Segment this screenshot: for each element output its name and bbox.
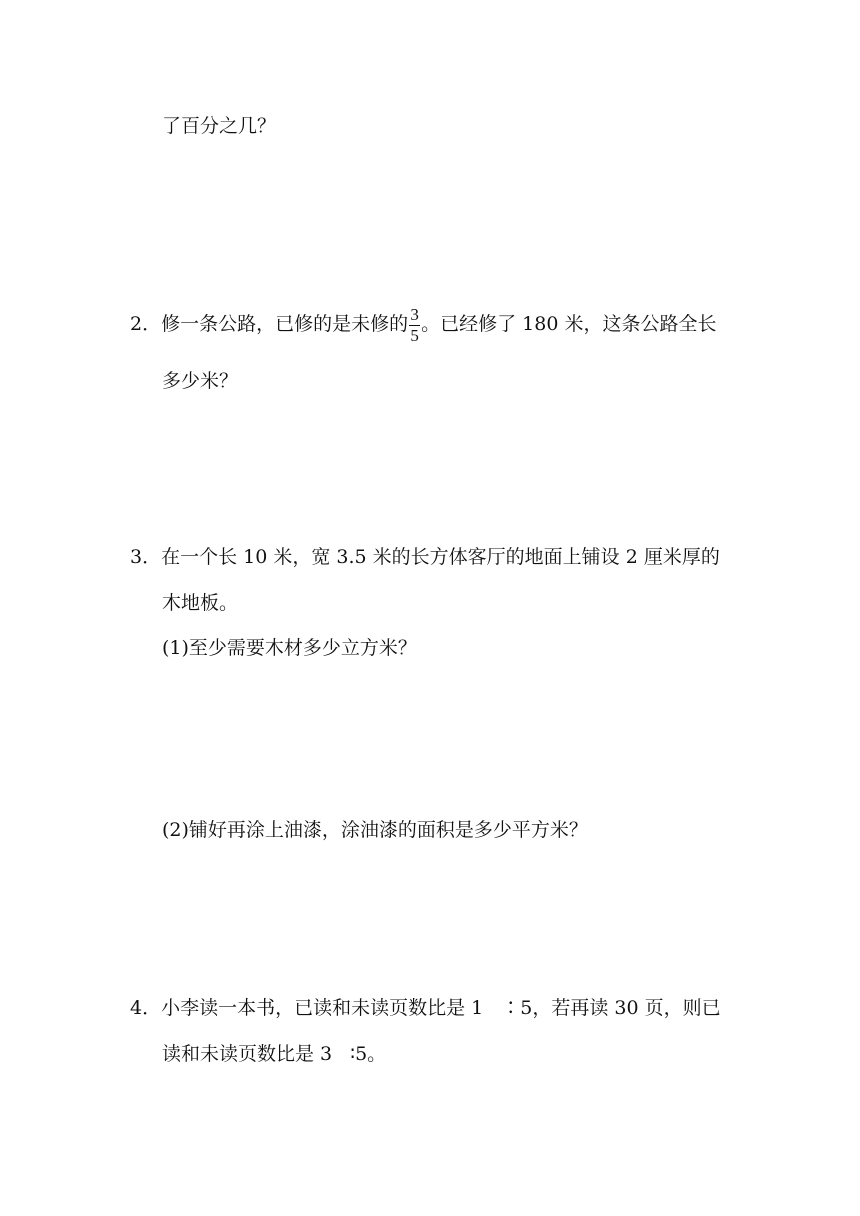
question-number: 3: [130, 546, 143, 568]
number-separator: ．: [142, 997, 162, 1019]
question-text: 修一条公路，已修的是未修的: [161, 313, 409, 335]
fraction-numerator: 3: [410, 305, 419, 324]
question-text: 。已经修了 180 米，这条公路全长: [421, 313, 717, 335]
question-number: 2: [130, 313, 143, 335]
question-3-line-1: [130, 545, 720, 569]
question-3-line-2: 木地板。: [162, 592, 239, 614]
fraction: [409, 305, 420, 345]
fraction-denominator: 5: [410, 326, 419, 345]
number-separator: ．: [142, 313, 162, 335]
question-4-line-1: [130, 996, 721, 1020]
question-text: 读和未读页数比是 3: [162, 1043, 333, 1065]
question-text: 在一个长 10 米，宽 3.5 米的长方体客厅的地面上铺设 2 厘米厚的: [161, 546, 720, 568]
question-3-sub-2: (2)铺好再涂上油漆，涂油漆的面积是多少平方米？: [162, 819, 588, 841]
question-4-line-2: [162, 1042, 386, 1066]
question-3-sub-1: (1)至少需要木材多少立方米？: [162, 637, 417, 659]
question-number: 4: [130, 997, 143, 1019]
question-text: ∶5，若再读 30 页，则已: [501, 997, 721, 1019]
continuation-text: 了百分之几？: [162, 115, 277, 137]
question-2-line-2: 多少米？: [162, 370, 239, 392]
question-text: 小李读一本书，已读和未读页数比是 1: [161, 997, 484, 1019]
question-2-line-1: [130, 300, 716, 348]
number-separator: ．: [142, 546, 162, 568]
question-text: ∶5。: [350, 1043, 387, 1065]
